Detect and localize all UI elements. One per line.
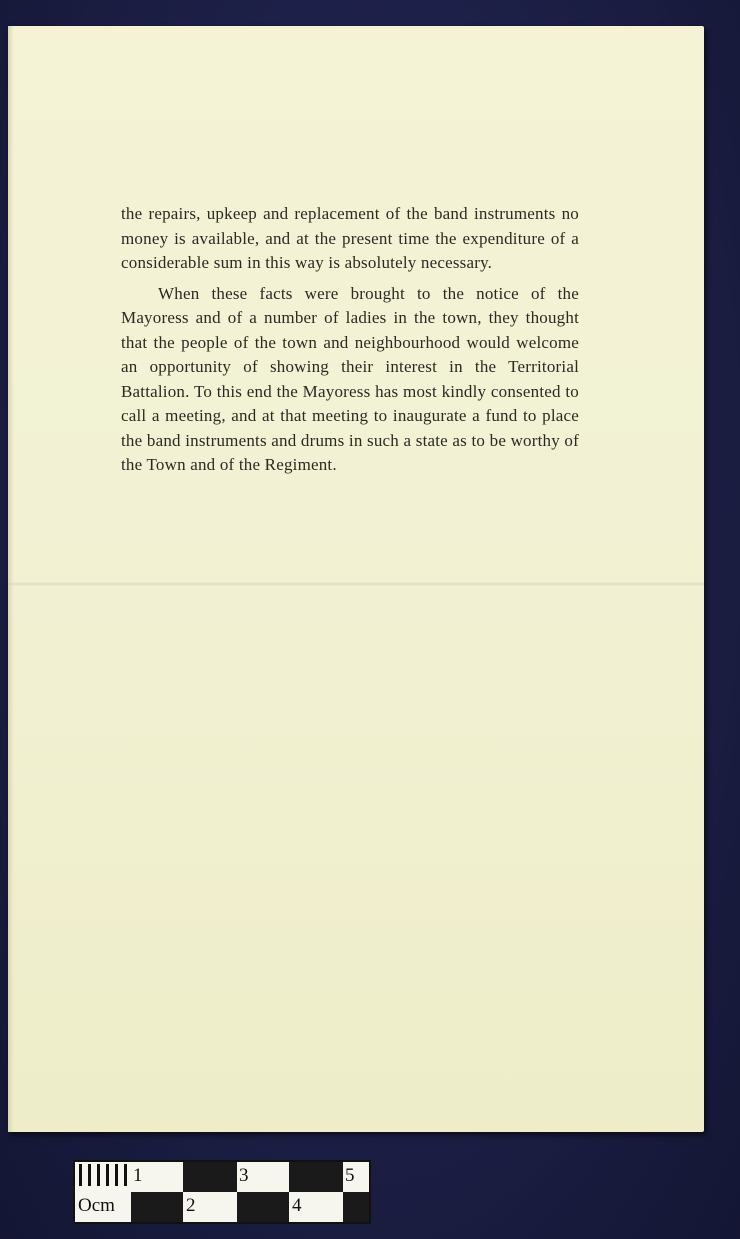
scale-tick	[115, 1164, 118, 1186]
scale-cell-5-bottom	[343, 1192, 369, 1222]
scale-cell-0-top	[75, 1162, 131, 1192]
scale-cell-4-bottom	[289, 1192, 343, 1222]
scale-label-1: 1	[133, 1165, 143, 1186]
paragraph-1: the repairs, upkeep and replacement of the band instruments no money is available, and at the present time the expenditure of a considerable sum in this way is absolutely necessary.	[121, 204, 579, 272]
scale-label-3: 3	[239, 1165, 249, 1186]
document-page	[8, 26, 704, 1132]
scale-cell-3-top	[237, 1162, 289, 1192]
scale-cell-3-bottom	[237, 1192, 289, 1222]
scale-tick	[88, 1164, 91, 1186]
scale-tick	[79, 1164, 82, 1186]
centimeter-scale-bar	[73, 1160, 371, 1224]
scale-label-5: 5	[345, 1165, 355, 1186]
page-fold-line	[8, 582, 704, 586]
page-edge-shadow	[8, 26, 14, 1132]
scale-cell-2-top	[183, 1162, 237, 1192]
scale-tick	[106, 1164, 109, 1186]
scale-cell-1-bottom	[131, 1192, 183, 1222]
scale-label-4: 4	[292, 1195, 302, 1216]
scale-cell-5-top	[343, 1162, 369, 1192]
scale-cell-2-bottom	[183, 1192, 237, 1222]
scale-cell-4-top	[289, 1162, 343, 1192]
scale-unit-label: Ocm	[78, 1195, 115, 1216]
scale-cell-0-bottom	[75, 1192, 131, 1222]
paragraph-2: When these facts were brought to the notice of the Mayoress and of a number of ladies in the town, they thought that the people of the town and neighbourhood would welcome an opportunity of showing their interest in the Territorial Battalion. To this end the Mayoress has most kindly consented to call a meeting, and at that meeting to inaugurate a fund to place the band instruments and drums in such a state as to be worthy of the Town and of the Regiment.	[121, 283, 579, 474]
scale-tick	[97, 1164, 100, 1186]
scale-tick	[124, 1164, 127, 1186]
scale-cell-1-top	[131, 1162, 183, 1192]
body-text	[121, 202, 579, 478]
scale-label-2: 2	[186, 1195, 196, 1216]
